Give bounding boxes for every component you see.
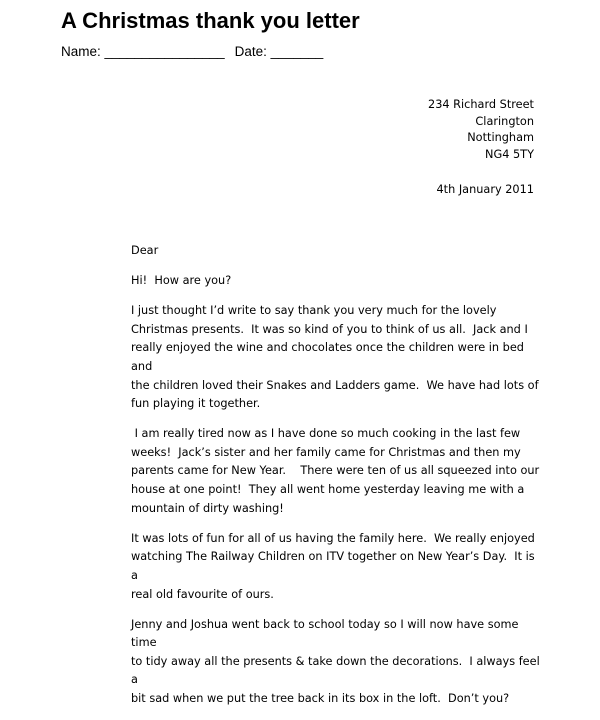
address-line-postcode: NG4 5TY: [485, 147, 534, 161]
paragraph-line: Jenny and Joshua went back to school today so I will now have some time: [131, 617, 523, 650]
salutation: Dear: [131, 244, 159, 257]
name-field-label: Name: ________________: [61, 44, 225, 59]
sender-address: [428, 97, 534, 163]
paragraph-line: Christmas presents. It was so kind of you to think of us all. Jack and I: [131, 322, 528, 336]
paragraph-line: I just thought I’d write to say thank you very much for the lovely: [131, 304, 497, 318]
paragraph-tv: [131, 530, 541, 604]
letter-date: 4th January 2011: [436, 183, 534, 196]
paragraph-line: the children loved their Snakes and Ladders game. We have had lots of: [131, 378, 539, 392]
paragraph-line: It was lots of fun for all of us having the family here. We really enjoyed: [131, 531, 535, 545]
paragraph-line: house at one point! They all went home yesterday leaving me with a: [131, 483, 525, 497]
paragraph-line: real old favourite of ours.: [131, 587, 274, 601]
letter-body: [131, 242, 544, 720]
paragraph-line: watching The Railway Children on ITV together on New Year’s Day. It is a: [131, 550, 539, 582]
paragraph-line: bit sad when we put the tree back in its box in the loft. Don’t you?: [131, 691, 510, 705]
date-field-label: Date: _______: [234, 44, 324, 59]
paragraph-line: parents came for New Year. There were ten of us all squeezed into our: [131, 464, 540, 478]
paragraph-line: I am really tired now as I have done so much cooking in the last few: [131, 427, 521, 441]
paragraph-line: really enjoyed the wine and chocolates once the children were in bed and: [131, 341, 528, 373]
paragraph-family-visit: [131, 425, 541, 518]
paragraph-line: weeks! Jack’s sister and her family came for Christmas and then my: [131, 445, 521, 459]
paragraph-line: mountain of dirty washing!: [131, 501, 284, 515]
address-line-town: Clarington: [475, 114, 534, 128]
document-title: A Christmas thank you letter: [61, 8, 360, 33]
paragraph-line: to tidy away all the presents & take down the decorations. I always feel a: [131, 654, 544, 687]
address-line-city: Nottingham: [467, 131, 534, 144]
paragraph-line: fun playing it together.: [131, 397, 261, 411]
address-line-street: 234 Richard Street: [428, 98, 534, 111]
name-date-line: [61, 44, 323, 60]
paragraph-thanks: [131, 302, 541, 414]
paragraph-school: [131, 616, 544, 709]
greeting: Hi! How are you?: [131, 274, 232, 288]
